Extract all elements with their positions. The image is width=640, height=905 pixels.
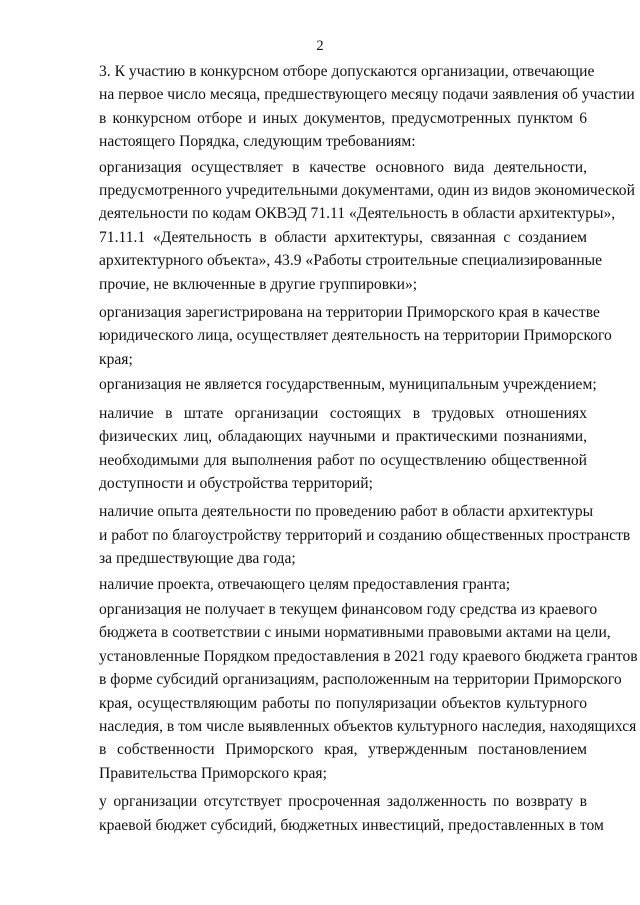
- text-line: организация не получает в текущем финансовом году средства из краевого: [99, 600, 598, 618]
- text-line: наличие проекта, отвечающего целям предоставления гранта;: [99, 575, 511, 593]
- paragraph: [60, 373, 597, 396]
- text-line: архитектурного объекта», 43.9 «Работы строительные специализированные: [99, 252, 602, 270]
- text-line: юридического лица, осуществляет деятельность на территории Приморского: [99, 327, 612, 345]
- text-line: деятельности по кодам ОКВЭД 71.11 «Деятельность в области архитектуры»,: [99, 205, 616, 223]
- document-body: [60, 60, 638, 837]
- text-line: наличие в штате организации состоящих в трудовых отношениях: [99, 404, 587, 422]
- text-line: организация осуществляет в качестве основного вида деятельности,: [99, 158, 587, 176]
- text-line: в собственности Приморского края, утвержденным постановлением: [99, 741, 587, 759]
- text-line: наличие опыта деятельности по проведению работ в области архитектуры: [99, 503, 594, 521]
- text-line: прочие, не включенные в другие группировки»;: [99, 275, 418, 293]
- page-number: 2: [316, 38, 324, 54]
- paragraph: [60, 301, 612, 371]
- text-line: бюджета в соответствии с иными нормативными правовыми актами на цели,: [99, 624, 611, 642]
- text-line: необходимыми для выполнения работ по осуществлению общественной: [99, 451, 587, 469]
- text-line: физических лиц, обладающих научными и практическими познаниями,: [99, 428, 587, 446]
- text-line: в конкурсном отборе и иных документов, предусмотренных пунктом 6: [99, 109, 587, 127]
- text-line: края;: [99, 350, 133, 368]
- text-line: в форме субсидий организациям, расположенным на территории Приморского: [99, 671, 622, 689]
- text-line: организация зарегистрирована на территории Приморского края в качестве: [99, 304, 600, 322]
- text-line: 3. К участию в конкурсном отборе допускаются организации, отвечающие: [99, 63, 595, 80]
- paragraph: [60, 156, 635, 296]
- paragraph: [60, 60, 635, 154]
- paragraph: [60, 402, 587, 496]
- text-line: наследия, в том числе выявленных объектов культурного наследия, находящихся: [99, 717, 637, 735]
- paragraph: [60, 598, 638, 785]
- text-line: Правительства Приморского края;: [99, 764, 327, 782]
- paragraph: [60, 573, 587, 596]
- paragraph: [60, 790, 604, 837]
- text-line: и работ по благоустройству территорий и созданию общественных пространств: [99, 526, 631, 544]
- text-line: у организации отсутствует просроченная задолженность по возврату в: [99, 793, 587, 811]
- text-line: установленные Порядком предоставления в 2021 году краевого бюджета грантов: [99, 647, 638, 665]
- text-line: за предшествующие два года;: [99, 550, 296, 568]
- text-line: доступности и обустройства территорий;: [99, 474, 373, 492]
- text-line: на первое число месяца, предшествующего месяцу подачи заявления об участии: [99, 86, 635, 104]
- text-line: края, осуществляющим работы по популяризации объектов культурного: [99, 694, 587, 712]
- text-line: организация не является государственным, муниципальным учреждением;: [99, 376, 597, 394]
- text-line: настоящего Порядка, следующим требованиям:: [99, 133, 416, 151]
- paragraph: [60, 500, 631, 570]
- text-line: краевой бюджет субсидий, бюджетных инвестиций, предоставленных в том: [99, 816, 604, 834]
- text-line: предусмотренного учредительными документами, один из видов экономической: [99, 182, 635, 200]
- text-line: 71.11.1 «Деятельность в области архитектуры, связанная с созданием: [99, 228, 587, 246]
